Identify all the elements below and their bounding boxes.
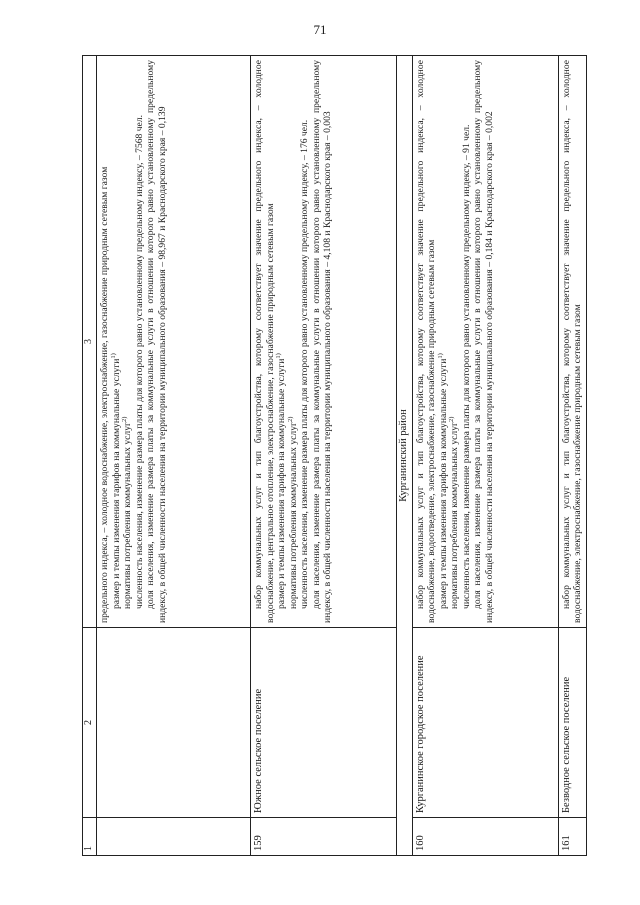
table-row-161 (558, 56, 586, 856)
paragraph-text: предельного индекса, – холодное водоснабжение, электроснабжение, газоснабжение природным сетевым газом (99, 166, 110, 623)
footnote-marker: 1) (109, 353, 117, 359)
continuation-number-cell (97, 818, 251, 856)
footnote-marker: 2) (120, 416, 128, 423)
paragraph-text: доля населения, изменение размера платы за коммунальные услуги в отношении которого равно установленному предельному индексу, в общей численности населения на территории муниципального образования – 0,184 и Краснодарского края – 0,002 (472, 60, 495, 623)
tariff-table (82, 55, 587, 856)
description-paragraph (276, 60, 288, 623)
paragraph-text: размер и темпы изменения тарифов на коммунальные услуги (110, 358, 122, 609)
paragraph-text: доля населения, изменение размера платы за коммунальные услуги в отношении которого равно установленному предельному индексу, в общей численности населения на территории муниципального образования – 98,967 и Краснодарского края – 0,139 (145, 60, 168, 623)
settlement-name: Безводное сельское поселение (558, 628, 586, 818)
paragraph-text: численность населения, изменение размера платы для которого равно установленному предельному индексу, – 176 чел. (299, 119, 310, 609)
paragraph-text: численность населения, изменение размера платы для которого равно установленному предельному индексу, – 91 чел. (460, 124, 472, 609)
description-paragraph (253, 60, 276, 623)
description-paragraph (438, 60, 450, 623)
description-paragraph (288, 60, 300, 623)
paragraph-text: набор коммунальных услуг и тип благоустройства, которому соответствует значение предельного индекса, – холодное водоснабжение, центральное отопление, электроснабжение, газоснабжение природным сетевым газом (253, 60, 276, 623)
continuation-settlement-cell (97, 628, 251, 818)
table-row-160 (412, 56, 558, 856)
footnote-marker: 1) (274, 353, 282, 359)
description-paragraph (311, 60, 334, 623)
page-number: 71 (313, 22, 327, 37)
description-paragraph (134, 60, 146, 623)
paragraph-text: нормативы потребления коммунальных услуг (122, 422, 133, 609)
paragraph-text: набор коммунальных услуг и тип благоустройства, которому соответствует значение предельного индекса, – холодное водоснабжение, электроснабжение, газоснабжение природным сетевым газом (560, 60, 584, 623)
rotated-table-container (82, 56, 584, 856)
description-paragraph (461, 60, 473, 623)
footnote-marker: 2) (286, 416, 294, 423)
description-cell (251, 56, 397, 628)
settlement-name: Южное сельское поселение (251, 628, 397, 818)
description-paragraph (561, 60, 584, 623)
description-paragraph (99, 60, 111, 623)
header-col-3: 3 (83, 56, 97, 628)
description-cell (558, 56, 586, 628)
header-col-2: 2 (83, 628, 97, 818)
district-row (397, 56, 413, 856)
description-cell (412, 56, 558, 628)
settlement-name: Курганинское городское поселение (412, 628, 558, 818)
description-paragraph (472, 60, 495, 623)
continuation-row (97, 56, 251, 856)
footnote-marker: 1) (436, 353, 444, 359)
footnote-marker: 2) (447, 416, 455, 423)
paragraph-text: размер и темпы изменения тарифов на коммунальные услуги (437, 358, 449, 609)
paragraph-text: нормативы потребления коммунальных услуг (287, 422, 299, 609)
description-paragraph (145, 60, 168, 623)
paragraph-text: нормативы потребления коммунальных услуг (449, 422, 461, 609)
paragraph-text: численность населения, изменение размера платы для которого равно установленному предельному индексу, – 7568 чел. (133, 115, 145, 609)
paragraph-text: доля населения, изменение размера платы за коммунальные услуги в отношении которого равно установленному предельному индексу, в общей численности населения на территории муниципального образования – 4,108 и Краснодарского края – 0,003 (310, 60, 333, 623)
description-paragraph (415, 60, 438, 623)
row-number: 161 (558, 818, 586, 856)
paragraph-text: размер и темпы изменения тарифов на коммунальные услуги (276, 358, 287, 609)
description-paragraph (111, 60, 123, 623)
description-paragraph (299, 60, 311, 623)
row-number: 160 (412, 818, 558, 856)
table-row-159 (251, 56, 397, 856)
description-paragraph (449, 60, 461, 623)
paragraph-text: набор коммунальных услуг и тип благоустройства, которому соответствует значение предельного индекса, – холодное водоснабжение, водоотведение, электроснабжение, газоснабжение природным сетевым газом (414, 60, 438, 623)
header-row (83, 56, 97, 856)
description-paragraph (122, 60, 134, 623)
header-col-1: 1 (83, 818, 97, 856)
row-number: 159 (251, 818, 397, 856)
continuation-description-cell (97, 56, 251, 628)
district-name: Курганинский район (397, 56, 413, 856)
